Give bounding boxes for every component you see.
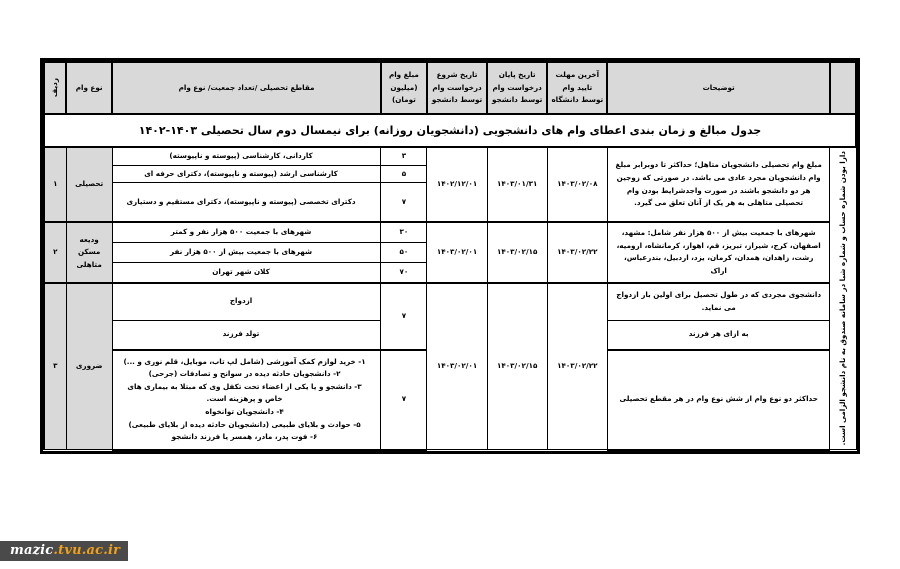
table-header-row	[44, 62, 856, 114]
row-loan-type-3: ضروری	[66, 283, 112, 450]
row-radif-2: ۲	[44, 222, 66, 282]
header-last-deadline: آخرین مهلت تایید وام توسط دانشگاه	[547, 62, 607, 114]
list-item: ۴- دانشجویان توانخواه	[205, 406, 284, 416]
header-end-date: تاریخ پایان درخواست وام توسط دانشجو	[487, 62, 547, 114]
header-category: مقاطع تحصیلی /تعداد جمعیت/ نوع وام	[112, 62, 381, 114]
header-notes: توضیحات	[607, 62, 830, 114]
loans-table-frame	[40, 58, 860, 454]
header-loan-type: نوع وام	[66, 62, 112, 114]
watermark-domain: .tvu.ac.ir	[53, 543, 121, 558]
row-amount: ۵۰	[381, 243, 427, 263]
row-category: کارشناسی ارشد (پیوسته و ناپیوسته)، دکترای حرفه ای	[112, 165, 381, 183]
header-radif-label: ردیف	[50, 78, 60, 98]
table-title-row	[44, 114, 856, 147]
row-amount: ۳	[381, 147, 427, 165]
row-end-date-1: ۱۴۰۳/۰۱/۳۱	[487, 147, 547, 222]
row-start-date-1: ۱۴۰۲/۱۲/۰۱	[427, 147, 487, 222]
watermark-name: mazic	[10, 543, 54, 558]
row-note-1: مبلغ وام تحصیلی دانشجویان متاهل؛ حداکثر تا دوبرابر مبلغ وام دانشجویان مجرد عادی می باشد. در صورتی که زوجین هر دو دانشجو باشند در صورت واجدشرایط بودن وام تحصیلی متاهلی به هر یک از آنان تعلق می گیرد.	[607, 147, 830, 222]
header-amount: مبلغ وام (میلیون تومان)	[381, 62, 427, 114]
list-item: ۱- خرید لوازم کمک آموزشی (شامل لپ تاب، موبایل، قلم نوری و ...)	[123, 356, 366, 366]
row-amount: ۷	[381, 183, 427, 223]
row-start-date-2: ۱۴۰۳/۰۲/۰۱	[427, 222, 487, 282]
row-last-deadline-1: ۱۴۰۳/۰۲/۰۸	[547, 147, 607, 222]
header-start-date: تاریخ شروع درخواست وام توسط دانشجو	[427, 62, 487, 114]
loans-table	[43, 61, 857, 451]
row-end-date-3: ۱۴۰۳/۰۲/۱۵	[487, 283, 547, 450]
row-amount: ۷۰	[381, 262, 427, 282]
row-category: شهرهای با جمعیت ۵۰۰ هزار نفر و کمتر	[112, 222, 381, 242]
row-category: کاردانی، کارشناسی (پیوسته و ناپیوسته)	[112, 147, 381, 165]
row-category: دکترای تخصصی (پیوسته و ناپیوسته)، دکترای مستقیم و دستیاری	[112, 183, 381, 223]
row-note-2: شهرهای با جمعیت بیش از ۵۰۰ هزار نفر شامل: مشهد، اصفهان، کرج، شیراز، تبریز، قم، اهواز، کرمانشاه، ارومیه، رشت، زاهدان، همدان، کرمان، یزد، اردبیل، بندرعباس، اراک	[607, 222, 830, 282]
list-item: ۲- دانشجویان حادثه دیده در سوانح و تصادفات (جرحی)	[148, 369, 341, 379]
row-category: تولد فرزند	[112, 320, 381, 350]
site-watermark	[0, 541, 128, 561]
list-item: ۵- حوادث و بلایای طبیعی (دانشجویان حادثه دیده از بلایای طبیعی)	[128, 419, 361, 429]
row-last-deadline-2: ۱۴۰۳/۰۲/۲۲	[547, 222, 607, 282]
table-row	[44, 222, 856, 242]
side-note-text: دارا بودن شماره حساب و شماره شبا در سامانه صندوق به نام دانشجو الزامی است.	[838, 151, 848, 446]
row-start-date-3: ۱۴۰۳/۰۲/۰۱	[427, 283, 487, 450]
row-note-3c: حداکثر دو نوع وام از شش نوع وام در هر مقطع تحصیلی	[607, 350, 830, 450]
row-category-list	[112, 350, 381, 450]
row-category: کلان شهر تهران	[112, 262, 381, 282]
header-radif	[44, 62, 66, 114]
row-category: ازدواج	[112, 283, 381, 321]
header-sidenote-spacer	[830, 62, 856, 114]
row-amount: ۷	[381, 283, 427, 350]
row-category: شهرهای با جمعیت بیش از ۵۰۰ هزار نفر	[112, 243, 381, 263]
row-radif-3: ۳	[44, 283, 66, 450]
row-end-date-2: ۱۴۰۳/۰۲/۱۵	[487, 222, 547, 282]
row-loan-type-2: ودیعه مسکن متاهلی	[66, 222, 112, 282]
table-row	[44, 283, 856, 321]
list-item: ۳- دانشجو و یا یکی از اعضاء تحت تکفل وی که مبتلا به بیماری های خاص و پرهزینه است.	[127, 381, 362, 404]
page-title: جدول مبالغ و زمان بندی اعطای وام های دانشجویی (دانشجویان روزانه) برای نیمسال دوم سال تحصیلی ۱۴۰۳-۱۴۰۲	[44, 114, 856, 147]
side-note-cell	[830, 147, 856, 450]
row-amount: ۷	[381, 350, 427, 450]
table-row	[44, 147, 856, 165]
row-amount: ۳۰	[381, 222, 427, 242]
row-loan-type-1: تحصیلی	[66, 147, 112, 222]
row-note-3a: دانشجوی مجردی که در طول تحصیل برای اولین بار ازدواج می نماید.	[607, 283, 830, 321]
row-last-deadline-3: ۱۴۰۳/۰۲/۲۲	[547, 283, 607, 450]
row-amount: ۵	[381, 165, 427, 183]
row-note-3b: به ازای هر فرزند	[607, 320, 830, 350]
list-item: ۶- فوت پدر، مادر، همسر یا فرزند دانشجو	[171, 432, 318, 442]
row-radif-1: ۱	[44, 147, 66, 222]
